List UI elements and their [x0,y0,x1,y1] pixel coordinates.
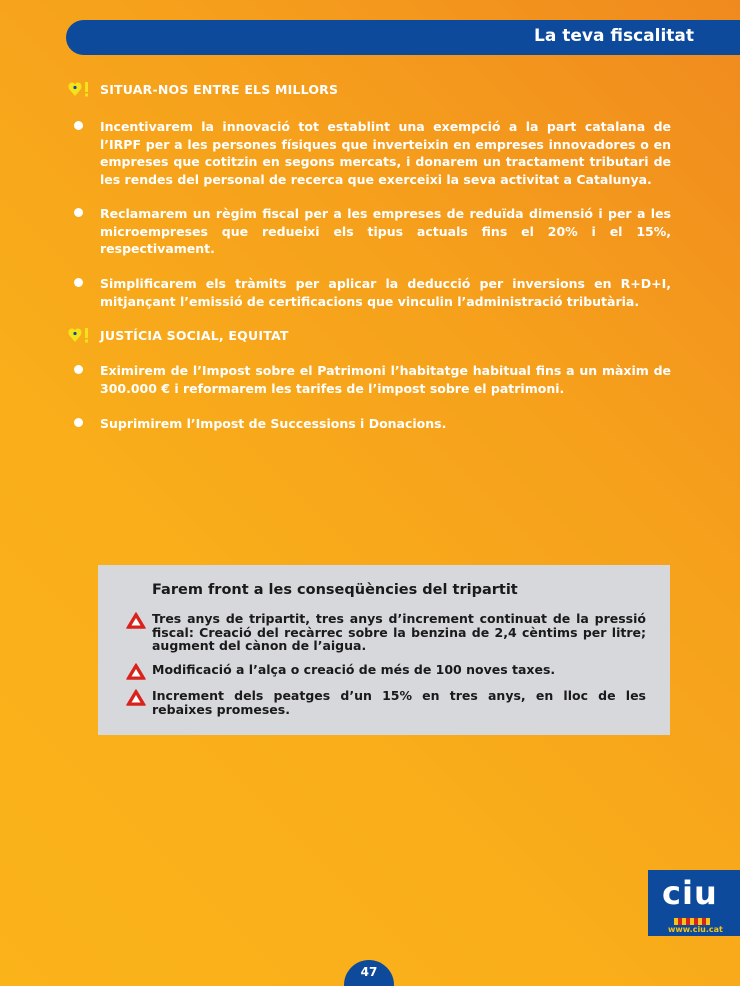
warning-triangle-icon [126,689,146,706]
senyera-stripes [674,918,710,925]
header-bar [66,20,740,55]
warning-item-text: Tres anys de tripartit, tres anys d’increment continuat de la pressió fiscal: Creació del recàrrec sobre la benzina de 2,4 cèntims per litre; augment del cànon de l’aigua. [152,611,646,653]
warning-triangle-icon [126,612,146,629]
list-item [74,118,671,188]
page-number: 47 [360,965,378,979]
tripartit-box [98,565,670,735]
dot-icon [74,365,83,374]
page-number-badge [344,960,394,986]
dot-icon [74,121,83,130]
list-item-text: Eximirem de l’Impost sobre el Patrimoni l’habitatge habitual fins a un màxim de 300.000 € i reformarem les tarifes de l’impost sobre el patrimoni. [100,363,671,396]
section-heading-label: JUSTÍCIA SOCIAL, EQUITAT [100,327,289,343]
dot-icon [74,278,83,287]
warning-triangle-icon [126,663,146,680]
page-title: La teva fiscalitat [534,26,694,46]
list-item [74,362,671,397]
warning-item [126,663,646,677]
list-item-text: Reclamarem un règim fiscal per a les empreses de reduïda dimensió i per a les microempreses que redueixi els tipus actuals fins el 20% i el 15%, respectivament. [100,206,671,256]
logo-text: ciu [662,874,718,912]
warning-item-text: Modificació a l’alça o creació de més de 100 noves taxes. [152,662,556,677]
list-item-text: Suprimirem l’Impost de Successions i Donacions. [100,416,447,431]
logo-url[interactable]: www.ciu.cat [668,925,723,934]
section-heading-2 [68,326,289,344]
dot-icon [74,418,83,427]
section-heading-label: SITUAR-NOS ENTRE ELS MILLORS [100,81,339,97]
list-item [74,275,671,310]
heart-exclamation-icon [68,80,96,98]
section-heading-1 [68,80,338,98]
list-item [74,205,671,258]
warning-item [126,689,646,716]
list-item-text: Simplificarem els tràmits per aplicar la deducció per inversions en R+D+I, mitjançant l’emissió de certificacions que vinculin l’administració tributària. [100,276,671,309]
list-item-text: Incentivarem la innovació tot establint una exempció a la part catalana de l’IRPF per a les persones físiques que inverteixin en empreses innovadores o en empreses que cotitzin en segons mercats, i donarem un tractament tributari de les rendes del personal de recerca que exerceixi la seva activitat a Catalunya. [100,119,671,187]
list-item [74,415,671,433]
box-title: Farem front a les conseqüències del tripartit [152,582,518,598]
warning-item-text: Increment dels peatges d’un 15% en tres anys, en lloc de les rebaixes promeses. [152,688,646,717]
heart-exclamation-icon [68,326,96,344]
ciu-logo[interactable] [648,870,740,936]
warning-item [126,612,646,653]
dot-icon [74,208,83,217]
